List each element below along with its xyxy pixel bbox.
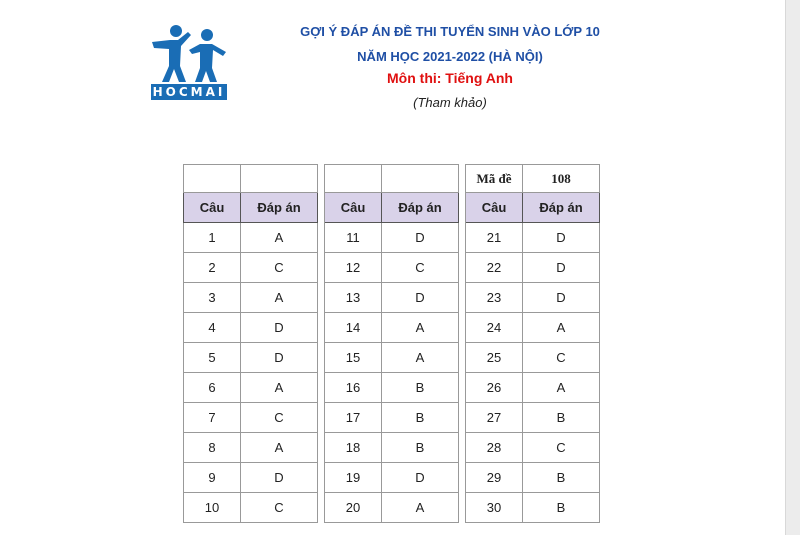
answer-value: A [523, 313, 600, 343]
question-number: 5 [184, 343, 241, 373]
column-header-question: Câu [466, 193, 523, 223]
column-header-answer: Đáp án [382, 193, 459, 223]
answer-value: D [382, 283, 459, 313]
column-header-question: Câu [325, 193, 382, 223]
empty-cell [241, 165, 318, 193]
question-number: 22 [466, 253, 523, 283]
empty-cell [184, 165, 241, 193]
column-gap [459, 193, 466, 223]
answer-value: C [523, 433, 600, 463]
question-number: 30 [466, 493, 523, 523]
question-number: 16 [325, 373, 382, 403]
question-number: 13 [325, 283, 382, 313]
table-row [184, 223, 600, 253]
column-gap [459, 343, 466, 373]
column-gap [459, 373, 466, 403]
table-row [184, 283, 600, 313]
answer-value: D [523, 253, 600, 283]
answer-value: D [523, 223, 600, 253]
answer-value: B [523, 463, 600, 493]
exam-code-value: 108 [523, 165, 600, 193]
column-header-answer: Đáp án [241, 193, 318, 223]
subject-label: Môn thi: Tiếng Anh [387, 70, 513, 86]
column-gap [318, 223, 325, 253]
question-number: 25 [466, 343, 523, 373]
question-number: 27 [466, 403, 523, 433]
question-number: 18 [325, 433, 382, 463]
answer-value: C [523, 343, 600, 373]
exam-code-label: Mã đề [466, 165, 523, 193]
column-gap [318, 283, 325, 313]
question-number: 19 [325, 463, 382, 493]
answer-value: A [382, 313, 459, 343]
column-gap [459, 403, 466, 433]
table-row [184, 343, 600, 373]
column-header-answer: Đáp án [523, 193, 600, 223]
answer-value: C [241, 493, 318, 523]
answer-table [183, 164, 600, 523]
column-gap [459, 493, 466, 523]
question-number: 21 [466, 223, 523, 253]
table-row [184, 433, 600, 463]
answer-value: B [382, 433, 459, 463]
question-number: 14 [325, 313, 382, 343]
question-number: 20 [325, 493, 382, 523]
column-gap [318, 193, 325, 223]
table-row [184, 373, 600, 403]
page-title: GỢI Ý ĐÁP ÁN ĐỀ THI TUYỂN SINH VÀO LỚP 10 [300, 24, 600, 39]
question-number: 9 [184, 463, 241, 493]
empty-cell [325, 165, 382, 193]
question-number: 17 [325, 403, 382, 433]
question-number: 4 [184, 313, 241, 343]
table-row [184, 403, 600, 433]
table-row [184, 493, 600, 523]
answer-value: B [523, 493, 600, 523]
column-gap [318, 403, 325, 433]
answer-value: B [382, 403, 459, 433]
column-gap [459, 253, 466, 283]
empty-cell [382, 165, 459, 193]
column-gap [459, 283, 466, 313]
logo-text: HOCMAI [152, 85, 226, 99]
question-number: 8 [184, 433, 241, 463]
question-number: 6 [184, 373, 241, 403]
hocmai-logo [148, 22, 230, 102]
column-gap [459, 223, 466, 253]
answer-value: A [241, 223, 318, 253]
question-number: 3 [184, 283, 241, 313]
answer-value: D [241, 313, 318, 343]
question-number: 2 [184, 253, 241, 283]
question-number: 10 [184, 493, 241, 523]
answer-value: B [382, 373, 459, 403]
answer-value: A [382, 493, 459, 523]
column-gap [318, 373, 325, 403]
column-header-question: Câu [184, 193, 241, 223]
column-gap [318, 433, 325, 463]
column-gap [459, 165, 466, 193]
answer-value: A [241, 433, 318, 463]
answer-value: A [241, 283, 318, 313]
column-gap [459, 463, 466, 493]
answer-value: C [241, 253, 318, 283]
answer-value: D [382, 223, 459, 253]
question-number: 28 [466, 433, 523, 463]
exam-code-row [184, 165, 600, 193]
answer-value: B [523, 403, 600, 433]
scrollbar[interactable] [785, 0, 800, 535]
answer-value: D [523, 283, 600, 313]
question-number: 23 [466, 283, 523, 313]
column-gap [318, 253, 325, 283]
column-gap [318, 493, 325, 523]
logo-figures-icon [148, 22, 230, 84]
column-gap [318, 343, 325, 373]
question-number: 24 [466, 313, 523, 343]
answer-value: D [241, 343, 318, 373]
question-number: 11 [325, 223, 382, 253]
column-gap [459, 313, 466, 343]
answer-value: A [241, 373, 318, 403]
answer-value: D [382, 463, 459, 493]
table-row [184, 253, 600, 283]
question-number: 15 [325, 343, 382, 373]
column-gap [318, 313, 325, 343]
answer-value: D [241, 463, 318, 493]
table-row [184, 463, 600, 493]
column-gap [459, 433, 466, 463]
question-number: 12 [325, 253, 382, 283]
answer-value: C [382, 253, 459, 283]
question-number: 29 [466, 463, 523, 493]
question-number: 7 [184, 403, 241, 433]
table-row [184, 313, 600, 343]
answer-value: A [523, 373, 600, 403]
table-header-row [184, 193, 600, 223]
question-number: 1 [184, 223, 241, 253]
column-gap [318, 165, 325, 193]
answer-value: A [382, 343, 459, 373]
reference-note: (Tham khảo) [413, 95, 487, 110]
answer-value: C [241, 403, 318, 433]
column-gap [318, 463, 325, 493]
question-number: 26 [466, 373, 523, 403]
school-year: NĂM HỌC 2021-2022 (HÀ NỘI) [357, 49, 543, 64]
